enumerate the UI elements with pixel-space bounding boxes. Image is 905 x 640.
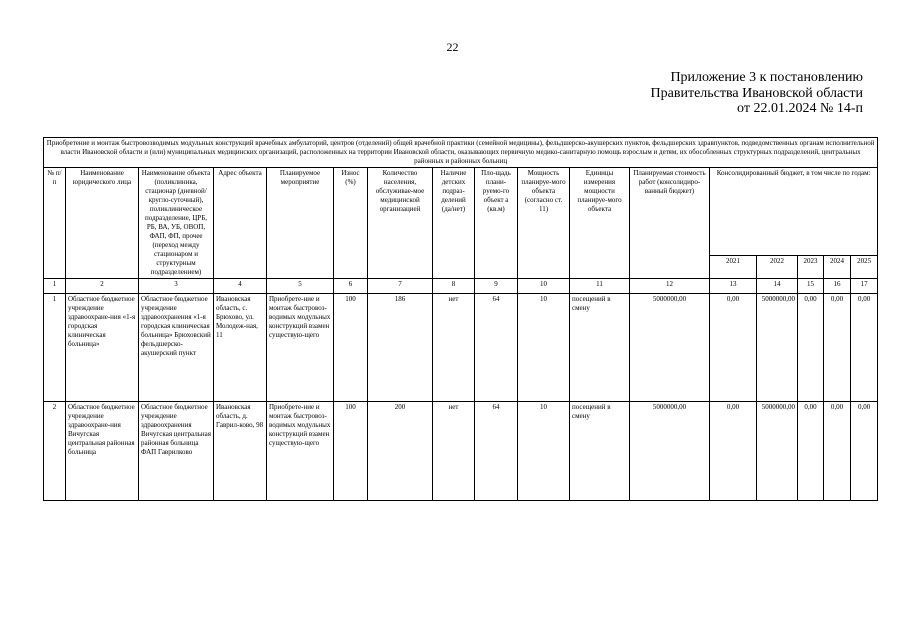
table-header-row (44, 168, 878, 256)
cell-population: 200 (368, 402, 433, 501)
table-caption: Приобретение и монтаж быстровозводимых модульных конструкций врачебных амбулаторий, центров (отделений) общей врачебной практики (семейной медицины), фельдшерско-акушерских пунктов, фельдшерских здравпунктов, подведомственных органам исполнительной власти Ивановской области и (или) муниципальных медицинских организаций, расположенных на территории Ивановской области, оказывающих первичную медико-санитарную помощь взрослым и детям, их обособленных структурных подразделений, центральных районных и районных больниц (44, 138, 878, 168)
page-number: 22 (446, 40, 459, 54)
cell-units: посещений в смену (570, 294, 630, 402)
cell-cost: 5000000,00 (630, 294, 710, 402)
table-caption-row (44, 138, 878, 168)
column-number: 3 (139, 279, 214, 294)
cell-cost: 5000000,00 (630, 402, 710, 501)
header-year-2023: 2023 (798, 256, 824, 279)
header-year-2024: 2024 (824, 256, 851, 279)
appendix-heading (651, 70, 863, 117)
cell-area: 64 (475, 294, 518, 402)
cell-year-2024: 0,00 (824, 294, 851, 402)
cell-units: посещений в смену (570, 402, 630, 501)
cell-year-2022: 5000000,00 (757, 294, 798, 402)
header-units: Единицы измерения мощности планируе-мого объекта (570, 168, 630, 279)
investment-table (43, 137, 878, 501)
cell-wear: 100 (334, 294, 368, 402)
table-row (44, 294, 878, 402)
column-number: 13 (710, 279, 757, 294)
header-address: Адрес объекта (214, 168, 267, 279)
column-number: 16 (824, 279, 851, 294)
cell-year-2025: 0,00 (851, 402, 878, 501)
column-number: 17 (851, 279, 878, 294)
header-budget: Консолидированный бюджет, в том числе по годам: (710, 168, 878, 256)
cell-year-2025: 0,00 (851, 294, 878, 402)
column-number: 14 (757, 279, 798, 294)
cell-measure: Приобрете-ние и монтаж быстровоз-водимых модульных конструкций взамен существую-щего (267, 402, 334, 501)
cell-wear: 100 (334, 402, 368, 501)
column-number: 11 (570, 279, 630, 294)
cell-capacity: 10 (518, 294, 570, 402)
column-number: 12 (630, 279, 710, 294)
appendix-line-1: Приложение 3 к постановлению (670, 70, 863, 85)
cell-address: Ивановская область, с. Брюхово, ул. Молодеж-ная, 11 (214, 294, 267, 402)
header-year-2021: 2021 (710, 256, 757, 279)
header-year-2022: 2022 (757, 256, 798, 279)
cell-children: нет (433, 294, 475, 402)
column-number: 2 (66, 279, 139, 294)
header-num: № п/п (44, 168, 66, 279)
column-number: 15 (798, 279, 824, 294)
header-measure: Планируемое мероприятие (267, 168, 334, 279)
cell-year-2022: 5000000,00 (757, 402, 798, 501)
cell-children: нет (433, 402, 475, 501)
cell-legal-entity: Областное бюджетное учреждение здравоохране-ния «1-я городская клиническая больница» (66, 294, 139, 402)
appendix-line-3: от 22.01.2024 № 14-п (737, 101, 863, 116)
column-number: 5 (267, 279, 334, 294)
cell-year-2021: 0,00 (710, 294, 757, 402)
header-cost: Планируемая стоимость работ (консолидиро-ванный бюджет) (630, 168, 710, 279)
header-year-2025: 2025 (851, 256, 878, 279)
column-number: 6 (334, 279, 368, 294)
cell-year-2023: 0,00 (798, 402, 824, 501)
cell-object-name: Областное бюджетное учреждение здравоохранения «1-я городская клиническая больница» Брюховский фельдшерско-акушерский пункт (139, 294, 214, 402)
header-children: Наличие детских подраз-делений (да/нет) (433, 168, 475, 279)
header-population: Количество населения, обслуживае-мое медицинской организацией (368, 168, 433, 279)
cell-legal-entity: Областное бюджетное учреждение здравоохране-ния Вичугская центральная районная больница (66, 402, 139, 501)
cell-year-2024: 0,00 (824, 402, 851, 501)
cell-num: 1 (44, 294, 66, 402)
column-number: 4 (214, 279, 267, 294)
cell-capacity: 10 (518, 402, 570, 501)
cell-year-2023: 0,00 (798, 294, 824, 402)
header-legal-entity: Наименование юридического лица (66, 168, 139, 279)
column-number: 10 (518, 279, 570, 294)
cell-measure: Приобрете-ние и монтаж быстровоз-водимых модульных конструкций взамен существую-щего (267, 294, 334, 402)
column-numbers-row (44, 279, 878, 294)
cell-year-2021: 0,00 (710, 402, 757, 501)
cell-num: 2 (44, 402, 66, 501)
cell-area: 64 (475, 402, 518, 501)
cell-address: Ивановская область, д. Гаврил-ково, 98 (214, 402, 267, 501)
column-number: 9 (475, 279, 518, 294)
column-number: 7 (368, 279, 433, 294)
cell-object-name: Областное бюджетное учреждение здравоохранения Вичугская центральная районная больница ФАП Гаврилково (139, 402, 214, 501)
header-area: Пло-щадь плани-руемо-го объект а (кв.м) (475, 168, 518, 279)
column-number: 8 (433, 279, 475, 294)
cell-population: 186 (368, 294, 433, 402)
header-object-name: Наименование объекта (поликлиника, стационар (дневной/кругло-суточный), поликлиническое подразделение, ЦРБ, РБ, ВА, УБ, ОВОП, ФАП, ФП, прочее (переход между стационаром и структурным подразделением) (139, 168, 214, 279)
header-wear: Износ (%) (334, 168, 368, 279)
table-row (44, 402, 878, 501)
column-number: 1 (44, 279, 66, 294)
appendix-line-2: Правительства Ивановской области (650, 85, 863, 101)
header-capacity: Мощность планируе-мого объекта (согласно ст. 11) (518, 168, 570, 279)
